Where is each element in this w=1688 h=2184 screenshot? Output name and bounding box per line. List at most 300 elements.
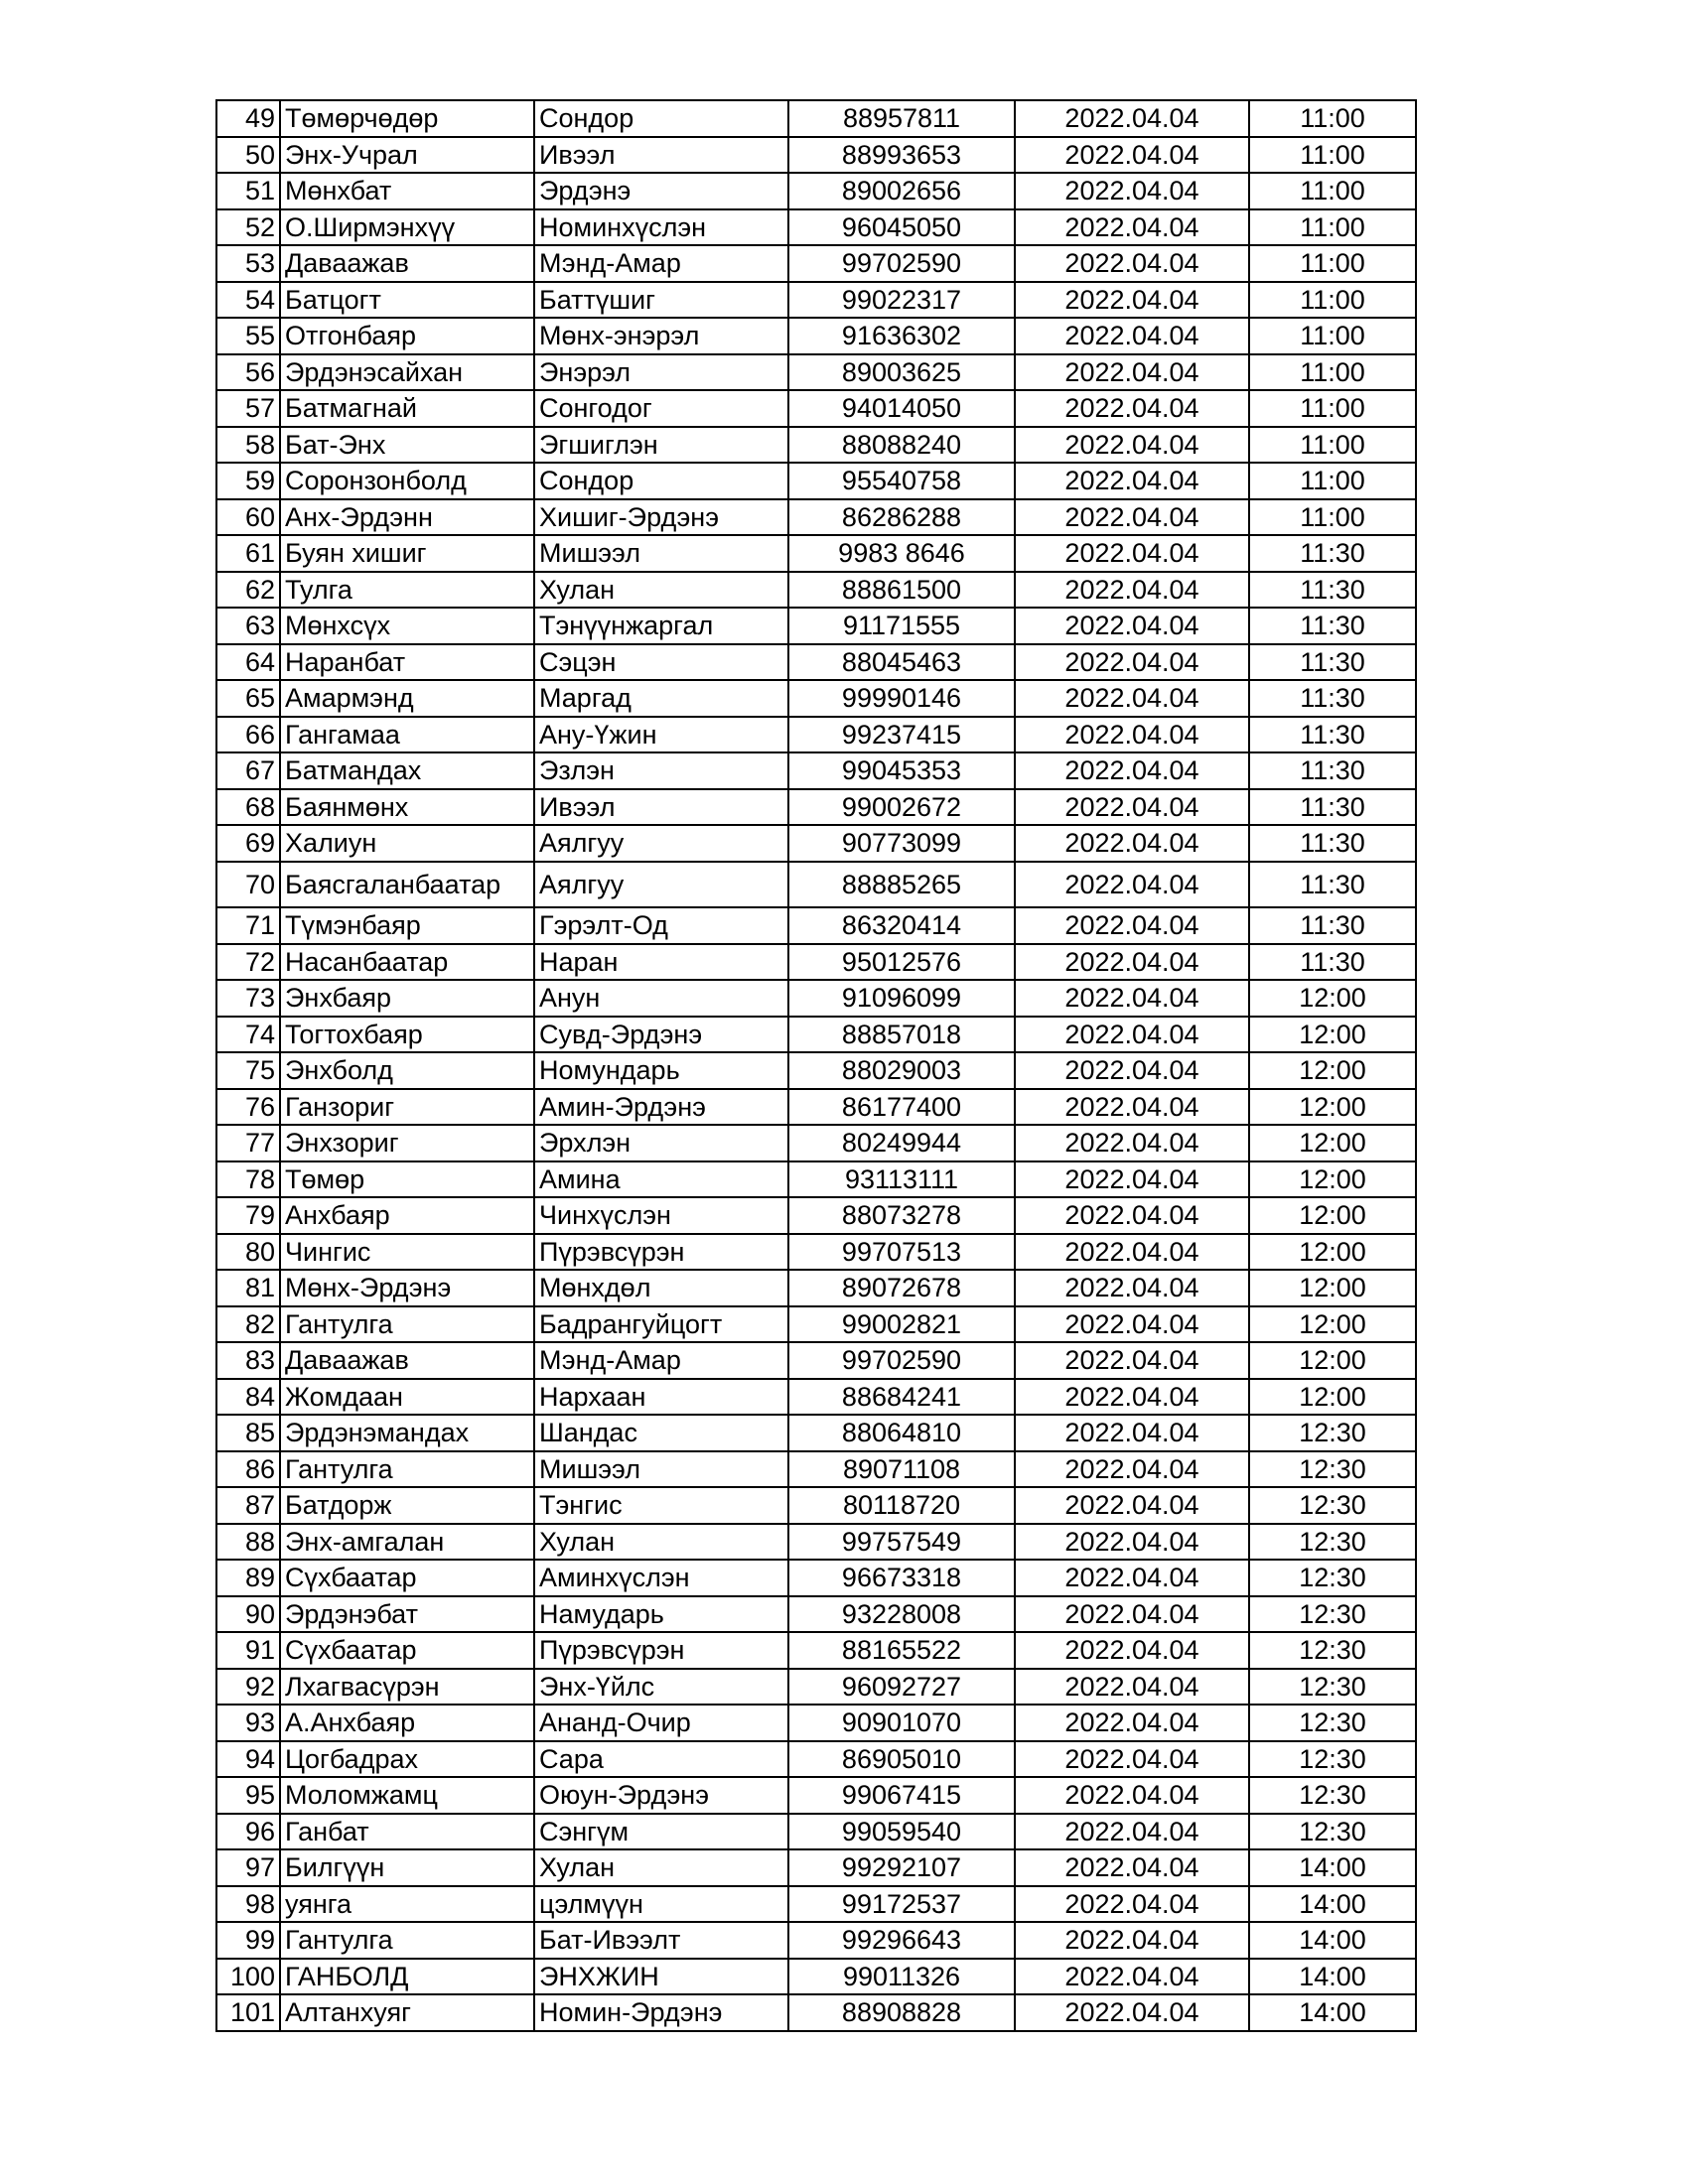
date-cell: 2022.04.04 — [1015, 1270, 1249, 1306]
row-number-cell: 91 — [216, 1632, 280, 1669]
row-number-cell: 82 — [216, 1306, 280, 1343]
time-cell: 14:00 — [1249, 1922, 1416, 1959]
first-name-cell: ГАНБОЛД — [280, 1959, 534, 1995]
phone-number-cell: 99067415 — [788, 1777, 1015, 1814]
time-cell: 12:30 — [1249, 1415, 1416, 1451]
table-row — [216, 1017, 1416, 1053]
first-name-cell: Мөнхбат — [280, 173, 534, 209]
second-name-cell: Ану-Үжин — [534, 717, 788, 753]
first-name-cell: О.Ширмэнхүү — [280, 209, 534, 246]
table-row — [216, 499, 1416, 536]
phone-number-cell: 96045050 — [788, 209, 1015, 246]
phone-number-cell: 99296643 — [788, 1922, 1015, 1959]
first-name-cell: Энх-амгалан — [280, 1524, 534, 1561]
phone-number-cell: 86320414 — [788, 907, 1015, 944]
time-cell: 12:30 — [1249, 1487, 1416, 1524]
table-row — [216, 354, 1416, 391]
phone-number-cell: 96092727 — [788, 1669, 1015, 1706]
phone-number-cell: 89003625 — [788, 354, 1015, 391]
date-cell: 2022.04.04 — [1015, 1379, 1249, 1416]
date-cell: 2022.04.04 — [1015, 209, 1249, 246]
phone-number-cell: 94014050 — [788, 390, 1015, 427]
date-cell: 2022.04.04 — [1015, 944, 1249, 981]
date-cell: 2022.04.04 — [1015, 1125, 1249, 1161]
phone-number-cell: 99702590 — [788, 1342, 1015, 1379]
phone-number-cell: 89002656 — [788, 173, 1015, 209]
phone-number-cell: 99045353 — [788, 752, 1015, 789]
row-number-cell: 87 — [216, 1487, 280, 1524]
first-name-cell: Түмэнбаяр — [280, 907, 534, 944]
first-name-cell: Ганбат — [280, 1814, 534, 1850]
date-cell: 2022.04.04 — [1015, 1922, 1249, 1959]
first-name-cell: Төмөрчөдөр — [280, 100, 534, 137]
first-name-cell: Гангамаа — [280, 717, 534, 753]
table-row — [216, 1777, 1416, 1814]
second-name-cell: Бат-Ивээлт — [534, 1922, 788, 1959]
second-name-cell: Тэнгис — [534, 1487, 788, 1524]
row-number-cell: 75 — [216, 1052, 280, 1089]
row-number-cell: 77 — [216, 1125, 280, 1161]
date-cell: 2022.04.04 — [1015, 1017, 1249, 1053]
second-name-cell: Энэрэл — [534, 354, 788, 391]
row-number-cell: 100 — [216, 1959, 280, 1995]
phone-number-cell: 99172537 — [788, 1886, 1015, 1923]
table-row — [216, 1560, 1416, 1596]
phone-number-cell: 99292107 — [788, 1849, 1015, 1886]
table-row — [216, 1814, 1416, 1850]
table-row — [216, 390, 1416, 427]
first-name-cell: Анх-Эрдэнн — [280, 499, 534, 536]
date-cell: 2022.04.04 — [1015, 1089, 1249, 1126]
time-cell: 14:00 — [1249, 1959, 1416, 1995]
date-cell: 2022.04.04 — [1015, 572, 1249, 609]
time-cell: 12:00 — [1249, 1052, 1416, 1089]
time-cell: 11:00 — [1249, 427, 1416, 464]
second-name-cell: Аялгуу — [534, 825, 788, 862]
first-name-cell: Баясгаланбаатар — [280, 862, 534, 908]
table-row — [216, 572, 1416, 609]
row-number-cell: 97 — [216, 1849, 280, 1886]
second-name-cell: Мэнд-Амар — [534, 1342, 788, 1379]
first-name-cell: Энхзориг — [280, 1125, 534, 1161]
second-name-cell: Мишээл — [534, 1451, 788, 1488]
table-row — [216, 1161, 1416, 1198]
table-row — [216, 173, 1416, 209]
second-name-cell: Энх-Үйлс — [534, 1669, 788, 1706]
time-cell: 12:00 — [1249, 980, 1416, 1017]
date-cell: 2022.04.04 — [1015, 1560, 1249, 1596]
first-name-cell: Буян хишиг — [280, 535, 534, 572]
phone-number-cell: 88957811 — [788, 100, 1015, 137]
second-name-cell: Амин-Эрдэнэ — [534, 1089, 788, 1126]
date-cell: 2022.04.04 — [1015, 717, 1249, 753]
table-row — [216, 245, 1416, 282]
row-number-cell: 64 — [216, 644, 280, 681]
time-cell: 11:30 — [1249, 789, 1416, 826]
date-cell: 2022.04.04 — [1015, 173, 1249, 209]
second-name-cell: Номинхүслэн — [534, 209, 788, 246]
table-row — [216, 1596, 1416, 1633]
second-name-cell: Анун — [534, 980, 788, 1017]
time-cell: 12:00 — [1249, 1379, 1416, 1416]
second-name-cell: Мишээл — [534, 535, 788, 572]
phone-number-cell: 89071108 — [788, 1451, 1015, 1488]
phone-number-cell: 99022317 — [788, 282, 1015, 319]
row-number-cell: 74 — [216, 1017, 280, 1053]
table-row — [216, 980, 1416, 1017]
time-cell: 12:30 — [1249, 1524, 1416, 1561]
row-number-cell: 86 — [216, 1451, 280, 1488]
row-number-cell: 72 — [216, 944, 280, 981]
second-name-cell: Пүрэвсүрэн — [534, 1632, 788, 1669]
table-row — [216, 137, 1416, 174]
date-cell: 2022.04.04 — [1015, 907, 1249, 944]
time-cell: 12:30 — [1249, 1777, 1416, 1814]
date-cell: 2022.04.04 — [1015, 789, 1249, 826]
phone-number-cell: 9983 8646 — [788, 535, 1015, 572]
second-name-cell: Наран — [534, 944, 788, 981]
date-cell: 2022.04.04 — [1015, 1959, 1249, 1995]
row-number-cell: 59 — [216, 463, 280, 499]
table-row — [216, 1922, 1416, 1959]
first-name-cell: Эрдэнэбат — [280, 1596, 534, 1633]
date-cell: 2022.04.04 — [1015, 100, 1249, 137]
phone-number-cell: 88064810 — [788, 1415, 1015, 1451]
time-cell: 11:30 — [1249, 825, 1416, 862]
date-cell: 2022.04.04 — [1015, 1669, 1249, 1706]
table-row — [216, 535, 1416, 572]
table-row — [216, 1632, 1416, 1669]
time-cell: 11:00 — [1249, 499, 1416, 536]
time-cell: 11:30 — [1249, 944, 1416, 981]
table-row — [216, 318, 1416, 354]
first-name-cell: Насанбаатар — [280, 944, 534, 981]
first-name-cell: Гантулга — [280, 1306, 534, 1343]
second-name-cell: Хулан — [534, 1524, 788, 1561]
first-name-cell: Анхбаяр — [280, 1197, 534, 1234]
second-name-cell: Сувд-Эрдэнэ — [534, 1017, 788, 1053]
second-name-cell: Хишиг-Эрдэнэ — [534, 499, 788, 536]
second-name-cell: Намударь — [534, 1596, 788, 1633]
row-number-cell: 79 — [216, 1197, 280, 1234]
time-cell: 12:30 — [1249, 1814, 1416, 1850]
time-cell: 12:00 — [1249, 1342, 1416, 1379]
second-name-cell: Хулан — [534, 1849, 788, 1886]
date-cell: 2022.04.04 — [1015, 1777, 1249, 1814]
row-number-cell: 78 — [216, 1161, 280, 1198]
date-cell: 2022.04.04 — [1015, 1705, 1249, 1741]
date-cell: 2022.04.04 — [1015, 1524, 1249, 1561]
table-row — [216, 907, 1416, 944]
row-number-cell: 88 — [216, 1524, 280, 1561]
phone-number-cell: 99002821 — [788, 1306, 1015, 1343]
first-name-cell: Сүхбаатар — [280, 1560, 534, 1596]
row-number-cell: 85 — [216, 1415, 280, 1451]
second-name-cell: Амина — [534, 1161, 788, 1198]
second-name-cell: Сондор — [534, 100, 788, 137]
table-row — [216, 209, 1416, 246]
phone-number-cell: 88045463 — [788, 644, 1015, 681]
row-number-cell: 89 — [216, 1560, 280, 1596]
second-name-cell: Сондор — [534, 463, 788, 499]
table-row — [216, 1487, 1416, 1524]
row-number-cell: 68 — [216, 789, 280, 826]
table-row — [216, 100, 1416, 137]
second-name-cell: Номундарь — [534, 1052, 788, 1089]
row-number-cell: 58 — [216, 427, 280, 464]
row-number-cell: 65 — [216, 680, 280, 717]
table-row — [216, 680, 1416, 717]
first-name-cell: Билгүүн — [280, 1849, 534, 1886]
second-name-cell: Ивээл — [534, 789, 788, 826]
second-name-cell: Эзлэн — [534, 752, 788, 789]
row-number-cell: 66 — [216, 717, 280, 753]
first-name-cell: Алтанхуяг — [280, 1994, 534, 2031]
date-cell: 2022.04.04 — [1015, 1451, 1249, 1488]
table-row — [216, 1270, 1416, 1306]
row-number-cell: 101 — [216, 1994, 280, 2031]
row-number-cell: 53 — [216, 245, 280, 282]
second-name-cell: цэлмүүн — [534, 1886, 788, 1923]
first-name-cell: Даваажав — [280, 245, 534, 282]
phone-number-cell: 86905010 — [788, 1741, 1015, 1778]
table-row — [216, 789, 1416, 826]
row-number-cell: 71 — [216, 907, 280, 944]
first-name-cell: Эрдэнэсайхан — [280, 354, 534, 391]
second-name-cell: Баттүшиг — [534, 282, 788, 319]
first-name-cell: Батмагнай — [280, 390, 534, 427]
phone-number-cell: 86286288 — [788, 499, 1015, 536]
phone-number-cell: 88857018 — [788, 1017, 1015, 1053]
date-cell: 2022.04.04 — [1015, 825, 1249, 862]
row-number-cell: 50 — [216, 137, 280, 174]
table-row — [216, 1234, 1416, 1271]
second-name-cell: Тэнүүнжаргал — [534, 608, 788, 644]
first-name-cell: А.Анхбаяр — [280, 1705, 534, 1741]
row-number-cell: 90 — [216, 1596, 280, 1633]
first-name-cell: Тогтохбаяр — [280, 1017, 534, 1053]
phone-number-cell: 93228008 — [788, 1596, 1015, 1633]
time-cell: 12:00 — [1249, 1125, 1416, 1161]
time-cell: 12:30 — [1249, 1632, 1416, 1669]
row-number-cell: 52 — [216, 209, 280, 246]
row-number-cell: 54 — [216, 282, 280, 319]
date-cell: 2022.04.04 — [1015, 245, 1249, 282]
roster-sheet — [215, 99, 1417, 2032]
date-cell: 2022.04.04 — [1015, 680, 1249, 717]
second-name-cell: Номин-Эрдэнэ — [534, 1994, 788, 2031]
phone-number-cell: 99002672 — [788, 789, 1015, 826]
second-name-cell: Чинхүслэн — [534, 1197, 788, 1234]
phone-number-cell: 99702590 — [788, 245, 1015, 282]
table-row — [216, 944, 1416, 981]
second-name-cell: Мөнхдөл — [534, 1270, 788, 1306]
time-cell: 11:30 — [1249, 752, 1416, 789]
row-number-cell: 62 — [216, 572, 280, 609]
first-name-cell: Тулга — [280, 572, 534, 609]
date-cell: 2022.04.04 — [1015, 1306, 1249, 1343]
first-name-cell: Бат-Энх — [280, 427, 534, 464]
second-name-cell: Эрдэнэ — [534, 173, 788, 209]
date-cell: 2022.04.04 — [1015, 354, 1249, 391]
phone-number-cell: 99011326 — [788, 1959, 1015, 1995]
first-name-cell: Төмөр — [280, 1161, 534, 1198]
second-name-cell: Бадрангуйцогт — [534, 1306, 788, 1343]
time-cell: 12:30 — [1249, 1705, 1416, 1741]
row-number-cell: 93 — [216, 1705, 280, 1741]
table-row — [216, 1197, 1416, 1234]
phone-number-cell: 88029003 — [788, 1052, 1015, 1089]
table-row — [216, 1959, 1416, 1995]
roster-table-body — [216, 100, 1416, 2031]
date-cell: 2022.04.04 — [1015, 1849, 1249, 1886]
first-name-cell: Баянмөнх — [280, 789, 534, 826]
first-name-cell: Энхболд — [280, 1052, 534, 1089]
time-cell: 11:30 — [1249, 907, 1416, 944]
time-cell: 12:00 — [1249, 1234, 1416, 1271]
time-cell: 11:30 — [1249, 572, 1416, 609]
second-name-cell: Аминхүслэн — [534, 1560, 788, 1596]
second-name-cell: Гэрэлт-Од — [534, 907, 788, 944]
table-row — [216, 1451, 1416, 1488]
time-cell: 12:00 — [1249, 1089, 1416, 1126]
table-row — [216, 1342, 1416, 1379]
phone-number-cell: 88885265 — [788, 862, 1015, 908]
table-row — [216, 1052, 1416, 1089]
phone-number-cell: 88993653 — [788, 137, 1015, 174]
second-name-cell: Нархаан — [534, 1379, 788, 1416]
table-row — [216, 1306, 1416, 1343]
date-cell: 2022.04.04 — [1015, 1234, 1249, 1271]
first-name-cell: Цогбадрах — [280, 1741, 534, 1778]
second-name-cell: Хулан — [534, 572, 788, 609]
phone-number-cell: 88165522 — [788, 1632, 1015, 1669]
phone-number-cell: 88684241 — [788, 1379, 1015, 1416]
time-cell: 11:30 — [1249, 717, 1416, 753]
first-name-cell: Наранбат — [280, 644, 534, 681]
time-cell: 12:00 — [1249, 1161, 1416, 1198]
first-name-cell: Батдорж — [280, 1487, 534, 1524]
phone-number-cell: 88088240 — [788, 427, 1015, 464]
phone-number-cell: 99059540 — [788, 1814, 1015, 1850]
first-name-cell: Мөнх-Эрдэнэ — [280, 1270, 534, 1306]
row-number-cell: 69 — [216, 825, 280, 862]
time-cell: 14:00 — [1249, 1994, 1416, 2031]
table-row — [216, 463, 1416, 499]
phone-number-cell: 91636302 — [788, 318, 1015, 354]
table-row — [216, 1379, 1416, 1416]
second-name-cell: Эгшиглэн — [534, 427, 788, 464]
first-name-cell: Сүхбаатар — [280, 1632, 534, 1669]
phone-number-cell: 99990146 — [788, 680, 1015, 717]
date-cell: 2022.04.04 — [1015, 1814, 1249, 1850]
time-cell: 11:00 — [1249, 245, 1416, 282]
row-number-cell: 76 — [216, 1089, 280, 1126]
table-row — [216, 644, 1416, 681]
row-number-cell: 73 — [216, 980, 280, 1017]
date-cell: 2022.04.04 — [1015, 1415, 1249, 1451]
second-name-cell: Ивээл — [534, 137, 788, 174]
second-name-cell: Мөнх-энэрэл — [534, 318, 788, 354]
date-cell: 2022.04.04 — [1015, 1342, 1249, 1379]
date-cell: 2022.04.04 — [1015, 1886, 1249, 1923]
row-number-cell: 61 — [216, 535, 280, 572]
first-name-cell: Халиун — [280, 825, 534, 862]
date-cell: 2022.04.04 — [1015, 1052, 1249, 1089]
second-name-cell: Сонгодог — [534, 390, 788, 427]
second-name-cell: Оюун-Эрдэнэ — [534, 1777, 788, 1814]
first-name-cell: Отгонбаяр — [280, 318, 534, 354]
date-cell: 2022.04.04 — [1015, 427, 1249, 464]
time-cell: 12:30 — [1249, 1741, 1416, 1778]
phone-number-cell: 95540758 — [788, 463, 1015, 499]
time-cell: 11:00 — [1249, 318, 1416, 354]
phone-number-cell: 89072678 — [788, 1270, 1015, 1306]
first-name-cell: Жомдаан — [280, 1379, 534, 1416]
time-cell: 12:00 — [1249, 1270, 1416, 1306]
date-cell: 2022.04.04 — [1015, 980, 1249, 1017]
phone-number-cell: 99757549 — [788, 1524, 1015, 1561]
table-row — [216, 282, 1416, 319]
time-cell: 11:30 — [1249, 608, 1416, 644]
phone-number-cell: 88908828 — [788, 1994, 1015, 2031]
phone-number-cell: 91096099 — [788, 980, 1015, 1017]
table-row — [216, 862, 1416, 908]
first-name-cell: Мөнхсүх — [280, 608, 534, 644]
date-cell: 2022.04.04 — [1015, 390, 1249, 427]
table-row — [216, 1524, 1416, 1561]
date-cell: 2022.04.04 — [1015, 1161, 1249, 1198]
second-name-cell: Сара — [534, 1741, 788, 1778]
row-number-cell: 80 — [216, 1234, 280, 1271]
date-cell: 2022.04.04 — [1015, 318, 1249, 354]
phone-number-cell: 90901070 — [788, 1705, 1015, 1741]
date-cell: 2022.04.04 — [1015, 1632, 1249, 1669]
date-cell: 2022.04.04 — [1015, 1596, 1249, 1633]
first-name-cell: Энхбаяр — [280, 980, 534, 1017]
date-cell: 2022.04.04 — [1015, 1994, 1249, 2031]
time-cell: 14:00 — [1249, 1886, 1416, 1923]
first-name-cell: Чингис — [280, 1234, 534, 1271]
first-name-cell: Лхагвасүрэн — [280, 1669, 534, 1706]
first-name-cell: Моломжамц — [280, 1777, 534, 1814]
phone-number-cell: 86177400 — [788, 1089, 1015, 1126]
time-cell: 12:30 — [1249, 1596, 1416, 1633]
row-number-cell: 83 — [216, 1342, 280, 1379]
time-cell: 12:30 — [1249, 1560, 1416, 1596]
row-number-cell: 94 — [216, 1741, 280, 1778]
table-row — [216, 717, 1416, 753]
table-row — [216, 1669, 1416, 1706]
row-number-cell: 99 — [216, 1922, 280, 1959]
second-name-cell: Сэцэн — [534, 644, 788, 681]
first-name-cell: Соронзонболд — [280, 463, 534, 499]
time-cell: 12:00 — [1249, 1197, 1416, 1234]
date-cell: 2022.04.04 — [1015, 463, 1249, 499]
time-cell: 11:00 — [1249, 209, 1416, 246]
table-row — [216, 1089, 1416, 1126]
first-name-cell: уянга — [280, 1886, 534, 1923]
row-number-cell: 49 — [216, 100, 280, 137]
table-row — [216, 1125, 1416, 1161]
date-cell: 2022.04.04 — [1015, 862, 1249, 908]
row-number-cell: 96 — [216, 1814, 280, 1850]
row-number-cell: 63 — [216, 608, 280, 644]
row-number-cell: 95 — [216, 1777, 280, 1814]
phone-number-cell: 90773099 — [788, 825, 1015, 862]
second-name-cell: Шандас — [534, 1415, 788, 1451]
time-cell: 11:00 — [1249, 100, 1416, 137]
